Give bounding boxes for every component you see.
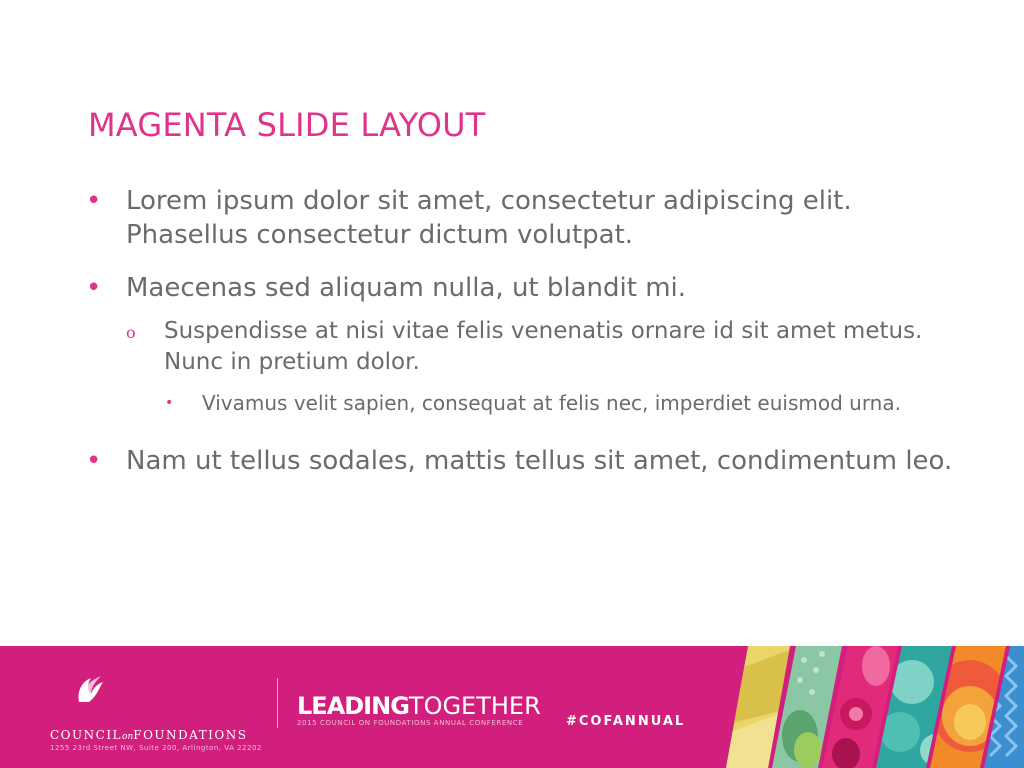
org-name-part2: FOUNDATIONS bbox=[133, 728, 248, 742]
slide-title: MAGENTA SLIDE LAYOUT bbox=[88, 106, 486, 144]
bullet-item bbox=[86, 444, 956, 478]
bullet-marker: • bbox=[86, 446, 102, 476]
org-address: 1255 23rd Street NW, Suite 200, Arlington, VA 22202 bbox=[50, 744, 262, 752]
footer-band bbox=[0, 646, 1024, 768]
bullet-list bbox=[86, 184, 956, 497]
bullet-item bbox=[86, 271, 956, 305]
bullet-text: Nam ut tellus sodales, mattis tellus sit amet, condimentum leo. bbox=[126, 446, 953, 476]
sub-bullet-text: Suspendisse at nisi vitae felis venenatis ornare id sit amet metus. Nunc in pretium dolor. bbox=[164, 318, 923, 375]
bullet-item bbox=[86, 184, 956, 252]
sub-bullet-marker: o bbox=[126, 323, 136, 342]
org-name-part1: COUNCIL bbox=[50, 728, 123, 742]
bullet-marker: • bbox=[86, 273, 102, 303]
wordmark-subtitle: 2015 COUNCIL ON FOUNDATIONS ANNUAL CONFERENCE bbox=[297, 719, 524, 727]
sub-sub-bullet-item bbox=[86, 390, 956, 417]
sub-sub-bullet-text: Vivamus velit sapien, consequat at felis nec, imperdiet euismod urna. bbox=[202, 391, 901, 415]
sub-sub-bullet-marker: • bbox=[165, 395, 174, 411]
org-name-on: on bbox=[122, 732, 134, 742]
wordmark-light: TOGETHER bbox=[408, 692, 541, 720]
wordmark-bold: LEADING bbox=[297, 692, 409, 720]
bullet-marker: • bbox=[86, 186, 102, 216]
bullet-text: Maecenas sed aliquam nulla, ut blandit mi. bbox=[126, 273, 687, 303]
bullet-text: Lorem ipsum dolor sit amet, consectetur adipiscing elit. Phasellus consectetur dictum volutpat. bbox=[126, 186, 852, 250]
sub-bullet-item bbox=[86, 316, 956, 378]
colorful-stripes-artwork bbox=[0, 646, 1024, 768]
hashtag-text: #COFANNUAL bbox=[566, 714, 686, 729]
